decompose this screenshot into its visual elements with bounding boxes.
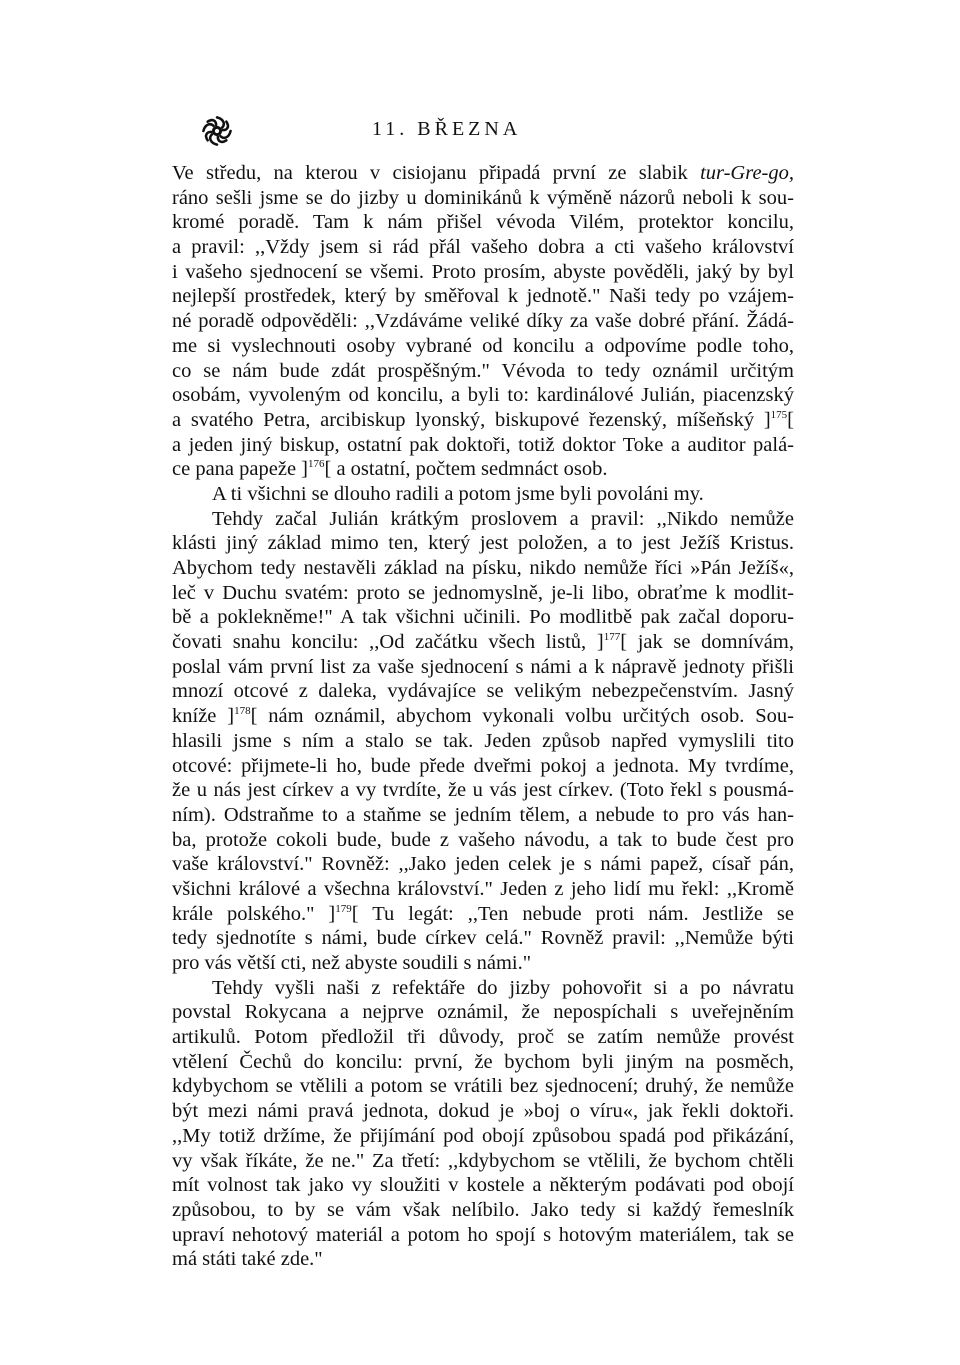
- text-segment: způsobou, to by se vám však nelíbilo. Jako tedy si každý řemeslník: [172, 1198, 794, 1221]
- text-segment: ce pana papeže ]: [172, 458, 308, 481]
- footnote-marker: 179: [335, 902, 352, 915]
- text-segment: poslal vám první list za vaše sjednocení s námi a k nápravě jednoty přišli: [172, 655, 794, 678]
- footnote-marker: 178: [234, 705, 251, 718]
- text-line: [172, 260, 794, 285]
- text-segment: osobám, vyvoleným od koncilu, a byli to: kardinálové Julián, piacenzský: [172, 384, 794, 407]
- text-line: [172, 1173, 794, 1198]
- text-segment: [: [787, 408, 794, 431]
- text-line: [172, 1124, 794, 1149]
- text-segment: ním). Odstraňme to a staňme se jedním tělem, a nebude to pro vás han-: [172, 803, 794, 826]
- text-segment: ,,My totiž držíme, že přijímání pod obojí způsobou spadá pod přikázání,: [172, 1124, 794, 1147]
- text-segment: a jeden jiný biskup, ostatní pak doktoři, totiž doktor Toke a auditor palá-: [172, 433, 794, 456]
- text-line: [172, 1050, 794, 1075]
- text-segment: A ti všichni se dlouho radili a potom jsme byli povoláni my.: [212, 482, 704, 505]
- text-line: [172, 828, 794, 853]
- text-segment: kromé poradě. Tam k nám přišel vévoda Vilém, protektor koncilu,: [172, 211, 794, 234]
- text-segment: né poradě odpověděli: ,,Vzdáváme veliké díky za vaše dobré přání. Žádá-: [172, 310, 794, 333]
- text-segment: a svatého Petra, arcibiskup lyonský, biskupové řezenský, míšeňský ]: [172, 408, 771, 431]
- text-segment: pro vás větší cti, než abyste soudili s námi.": [172, 952, 532, 974]
- text-segment: kníže ]: [172, 705, 235, 728]
- paragraph: [172, 482, 794, 507]
- text-segment: me si vyslechnouti osoby vybrané od koncilu a odpovíme podle toho,: [172, 334, 794, 357]
- text-line: [172, 1247, 794, 1272]
- text-line: [172, 556, 794, 581]
- text-line: [172, 284, 794, 309]
- text-line: [172, 1025, 794, 1050]
- text-line: [172, 704, 794, 729]
- text-segment: co se nám bude zdát prospěšným." Vévoda to tedy oznámil určitým: [172, 359, 794, 382]
- text-line: [172, 679, 794, 704]
- text-segment: mnozí otcové z daleka, vydávajíce se velikým nebezpečenstvím. Jasný: [172, 680, 794, 703]
- text-segment: bě a poklekněme!" A tak všichni učinili. Po modlitbě pak začal doporu-: [172, 606, 794, 629]
- footnote-marker: 176: [308, 458, 325, 471]
- text-line: [172, 359, 794, 384]
- text-segment: vy však říkáte, že ne." Za třetí: ,,kdybychom se vtělili, že bychom chtěli: [172, 1149, 794, 1172]
- body-text: [172, 161, 794, 1272]
- text-line: [172, 852, 794, 877]
- text-line: [172, 630, 794, 655]
- text-segment: [ nám oznámil, abychom vykonali volbu určitých osob. Sou-: [250, 705, 794, 728]
- text-line: [172, 1198, 794, 1223]
- flower-rosette-icon: [200, 114, 234, 148]
- text-line: [172, 754, 794, 779]
- text-segment: tedy sjednotíte s námi, bude církev celá." Rovněž pravil: ,,Nemůže býti: [172, 927, 794, 950]
- text-segment: být mezi námi pravá jednota, dokud je »boj o víru«, jak řekli doktoři.: [172, 1100, 794, 1123]
- text-segment: leč v Duchu svatém: proto se jednomyslně, je-li libo, obraťme k modlit-: [172, 581, 794, 604]
- text-line: [172, 482, 794, 507]
- text-line: [172, 951, 794, 976]
- text-line: [172, 383, 794, 408]
- text-line: [172, 1074, 794, 1099]
- text-line: [172, 1099, 794, 1124]
- text-segment: [ a ostatní, počtem sedmnáct osob.: [324, 458, 608, 481]
- text-line: [172, 1223, 794, 1248]
- text-segment: [ jak se domnívám,: [620, 631, 794, 654]
- text-segment: Tehdy začal Julián krátkým proslovem a pravil: ,,Nikdo nemůže: [212, 507, 794, 530]
- text-segment: vtělení Čechů do koncilu: první, že bychom byli jiným na posměch,: [172, 1050, 794, 1073]
- text-segment: povstal Rokycana a nejprve oznámil, že nepospíchali s uveřejněním: [172, 1001, 794, 1024]
- text-segment: [ Tu legát: ,,Ten nebude proti nám. Jestliže se: [351, 902, 795, 925]
- text-line: [172, 210, 794, 235]
- text-segment: ba, protože cokoli bude, bude z vašeho návodu, a tak to bude čest pro: [172, 828, 794, 851]
- text-line: [172, 235, 794, 260]
- text-segment: upraví nehotový materiál a potom ho spojí s hotovým materiálem, tak se: [172, 1223, 794, 1246]
- text-segment: nejlepší prostředek, který by směřoval k jednotě." Naši tedy po vzájem-: [172, 285, 794, 308]
- text-line: [172, 581, 794, 606]
- text-line: [172, 457, 794, 482]
- text-segment: krále polského." ]: [172, 902, 336, 925]
- footnote-marker: 177: [603, 631, 621, 644]
- text-segment: mít volnost tak jako vy sloužiti v kostele a některým podávati pod obojí: [172, 1174, 794, 1197]
- text-line: [172, 926, 794, 951]
- paragraph: [172, 507, 794, 976]
- text-segment: i vašeho sjednocení se všemi. Proto prosím, abyste pověděli, jaký by byl: [172, 260, 794, 283]
- text-line: [172, 334, 794, 359]
- text-segment: má státi také zde.": [172, 1248, 323, 1271]
- text-segment: otcové: přijmete-li ho, bude přede dveřmi pokoj a jednota. My tvrdíme,: [172, 754, 794, 777]
- text-segment: Abychom tedy nestavěli základ na písku, nikdo nemůže říci »Pán Ježíš«,: [172, 557, 794, 579]
- text-line: [172, 729, 794, 754]
- text-line: [172, 531, 794, 556]
- text-line: [172, 433, 794, 458]
- text-segment: hlasili jsme s ním a stalo se tak. Jeden způsob napřed vymyslili tito: [172, 729, 794, 752]
- text-line: [172, 507, 794, 532]
- page-running-head: 11. BŘEZNA: [372, 118, 522, 140]
- text-line: [172, 1000, 794, 1025]
- text-line: [172, 976, 794, 1001]
- paragraph: [172, 161, 794, 482]
- text-line: [172, 803, 794, 828]
- footnote-marker: 175: [770, 408, 788, 421]
- text-line: [172, 186, 794, 211]
- text-line: [172, 877, 794, 902]
- text-segment: kdybychom se vtělili a potom se vrátili bez sjednocení; druhý, že nemůže: [172, 1075, 794, 1098]
- text-segment: vaše království." Rovněž: ,,Jako jeden celek je s námi papež, císař pán,: [172, 853, 794, 876]
- text-segment: artikulů. Potom předložil tři důvody, proč se zatím nemůže provést: [172, 1026, 794, 1049]
- text-line: [172, 655, 794, 680]
- text-segment: čovati snahu koncilu: ,,Od začátku všech listů, ]: [172, 631, 604, 654]
- text-segment: klásti jiný základ mimo ten, který jest položen, a to jest Ježíš Kristus.: [172, 532, 794, 555]
- text-line: [172, 1149, 794, 1174]
- text-line: [172, 902, 794, 927]
- text-segment: všichni králové a všechna království." Jeden z jeho lidí mu řekl: ,,Kromě: [172, 877, 794, 900]
- text-line: [172, 605, 794, 630]
- text-line: [172, 778, 794, 803]
- text-segment: Tehdy vyšli naši z refektáře do jizby pohovořit si a po návratu: [212, 976, 794, 999]
- paragraph: [172, 976, 794, 1272]
- text-line: [172, 309, 794, 334]
- text-segment: Ve středu, na kterou v cisiojanu připadá první ze slabik: [172, 162, 701, 184]
- text-line: [172, 161, 794, 186]
- text-segment: a pravil: ,,Vždy jsem si rád přál vašeho dobra a cti vašeho království: [172, 236, 794, 259]
- text-segment: že u nás jest církev a vy tvrdíte, že u vás jest církev. (Toto řekl s pousmá-: [172, 779, 794, 802]
- text-segment: ráno sešli jsme se do jizby u dominikánů k výměně názorů neboli k sou-: [172, 186, 794, 209]
- italic-text: tur-Gre-go,: [700, 162, 794, 184]
- text-line: [172, 408, 794, 433]
